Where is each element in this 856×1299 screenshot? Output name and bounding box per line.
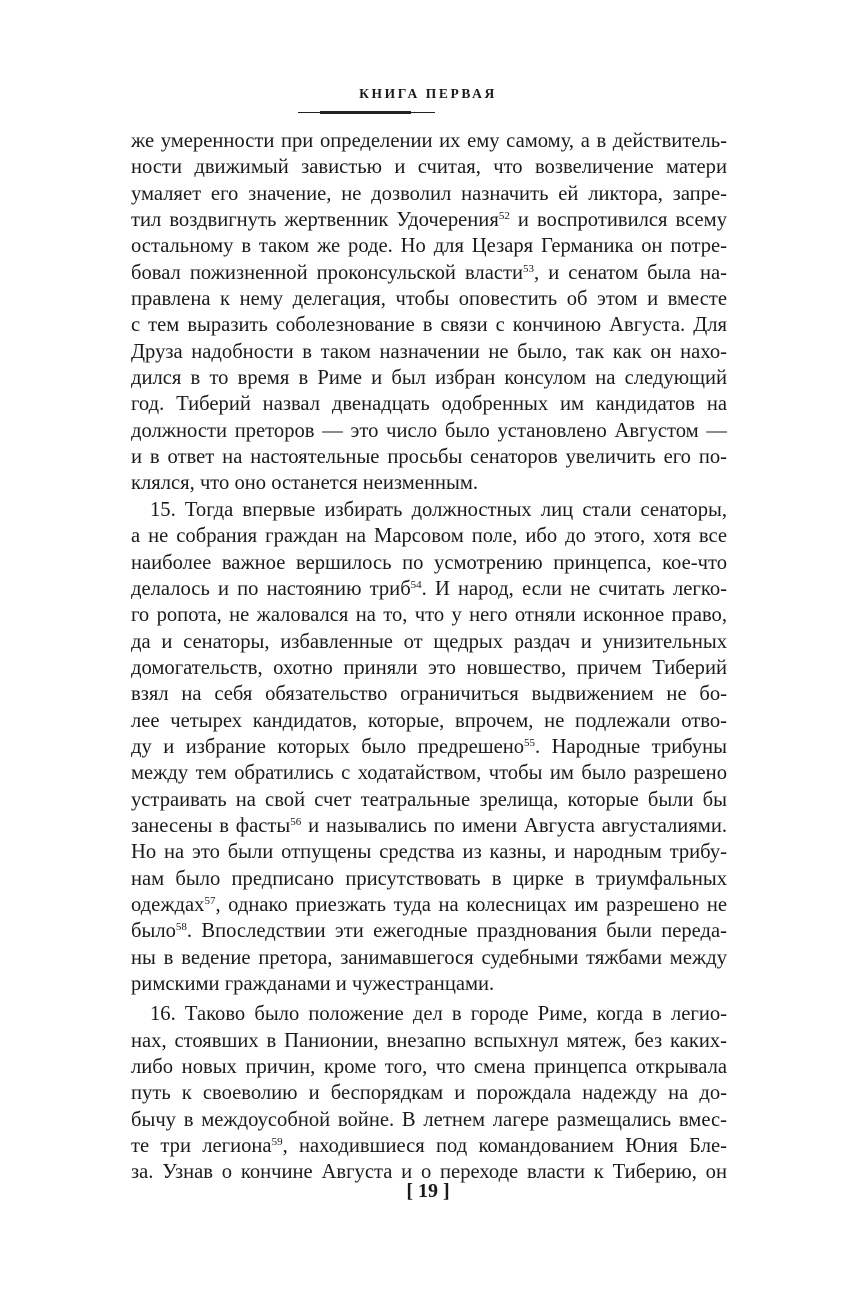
text-line — [131, 892, 727, 918]
line-text: и воспротивился всему — [509, 209, 727, 232]
line-text: римскими гражданами и чужестранцами. — [131, 973, 495, 995]
text-line — [131, 418, 727, 444]
line-text: и назывались по имени Августа августалиями. — [301, 814, 727, 837]
text-line — [131, 1001, 727, 1027]
line-text: было — [131, 920, 176, 943]
line-text: нам было предписано присутствовать в цирке в триумфальных — [131, 867, 727, 890]
line-text: бовал пожизненной проконсульской власти — [131, 261, 523, 284]
footnote-ref[interactable]: 53 — [523, 262, 534, 275]
line-text: умаляет его значение, не дозволил назначить ей ликтора, запре- — [131, 182, 727, 205]
line-text: те три легиона — [131, 1135, 272, 1158]
line-text: за. Узнав о кончине Августа и о переходе власти к Тиберию, он — [131, 1161, 727, 1184]
footnote-ref[interactable]: 55 — [524, 736, 536, 749]
line-text: взял на себя обязательство ограничиться выдвижением не бо- — [131, 683, 727, 706]
text-line — [131, 655, 727, 681]
text-line — [131, 312, 727, 338]
text-line — [131, 1107, 727, 1133]
line-text: путь к своеволию и беспорядкам и порождала надежду на до- — [131, 1082, 727, 1105]
line-text: домогательств, охотно приняли это новшество, причем Тиберий — [131, 656, 727, 679]
text-line — [131, 1054, 727, 1080]
line-text: клялся, что оно останется неизменным. — [131, 472, 479, 495]
line-text: между тем обратились с ходатайством, чтобы им было разрешено — [131, 762, 727, 785]
line-text: . Впоследствии эти ежегодные празднования были переда- — [186, 920, 727, 943]
text-line — [131, 154, 727, 180]
paragraph — [131, 1001, 727, 1185]
line-text: , и сенатом была на- — [534, 261, 727, 284]
text-line — [131, 444, 727, 470]
text-line — [131, 945, 727, 971]
text-line — [131, 681, 727, 707]
text-line — [131, 1080, 727, 1106]
text-line — [131, 734, 727, 760]
text-line — [131, 866, 727, 892]
line-text: да и сенаторы, избавленные от щедрых раздач и унизительных — [131, 630, 727, 653]
text-line — [131, 128, 727, 154]
paragraph — [131, 497, 727, 998]
footnote-ref[interactable]: 56 — [290, 815, 302, 828]
line-text: а не собрания граждан на Марсовом поле, ибо до этого, хотя все — [131, 525, 727, 548]
line-text: ности движимый завистью и считая, что возвеличение матери — [131, 156, 727, 179]
line-text: нах, стоявших в Панионии, внезапно вспыхнул мятеж, без каких- — [131, 1029, 727, 1052]
line-text: тил воздвигнуть жертвенник Удочерения — [131, 209, 499, 232]
line-text: бычу в междоусобной войне. В летнем лагере размещались вмес- — [131, 1108, 727, 1131]
line-text: устраивать на свой счет театральные зрелища, которые были бы — [131, 788, 727, 811]
line-text: ны в ведение претора, занимавшегося судебными тяжбами между — [131, 946, 727, 969]
line-text: год. Тиберий назвал двенадцать одобренных им кандидатов на — [131, 393, 727, 416]
text-line — [131, 629, 727, 655]
text-line — [131, 391, 727, 417]
text-line — [131, 497, 727, 523]
line-text: го ропота, не жаловался на то, что у него отняли исконное право, — [131, 604, 727, 627]
line-text: лее четырех кандидатов, которые, впрочем, не подлежали отво- — [131, 709, 727, 732]
text-line — [131, 233, 727, 259]
text-line — [131, 602, 727, 628]
text-line — [131, 523, 727, 549]
line-text: . Народные трибуны — [535, 735, 727, 758]
running-header: КНИГА ПЕРВАЯ — [359, 86, 497, 101]
text-line — [131, 181, 727, 207]
header-rule-accent — [320, 111, 411, 114]
line-text: 16. Таково было положение дел в городе Риме, когда в легио- — [150, 1003, 727, 1026]
body-text — [131, 128, 727, 1186]
line-text: 15. Тогда впервые избирать должностных лиц стали сенаторы, — [150, 498, 727, 521]
text-line — [131, 839, 727, 865]
line-text: делалось и по настоянию триб — [131, 577, 411, 600]
text-line — [131, 207, 727, 233]
line-text: наиболее важное вершилось по усмотрению принцепса, кое-что — [131, 551, 727, 574]
text-line — [131, 787, 727, 813]
line-text: либо новых причин, кроме того, что смена принцепса открывала — [131, 1056, 727, 1079]
line-text: ду и избрание которых было предрешено — [131, 735, 525, 758]
line-text: Но на это были отпущены средства из казны, и народным трибу- — [131, 841, 727, 864]
text-line — [131, 550, 727, 576]
line-text: правлена к нему делегация, чтобы оповестить об этом и вместе — [131, 288, 727, 311]
line-text: должности преторов — это число было установлено Августом — — [131, 419, 727, 442]
text-line — [131, 365, 727, 391]
line-text: же умеренности при определении их ему самому, а в действитель- — [131, 130, 727, 152]
footnote-ref[interactable]: 52 — [498, 210, 510, 223]
footnote-ref[interactable]: 59 — [271, 1136, 283, 1149]
line-text: Друза надобности в таком назначении не было, так как он нахо- — [131, 340, 727, 363]
text-line — [131, 760, 727, 786]
text-line — [131, 708, 727, 734]
line-text: остальному в таком же роде. Но для Цезаря Германика он потре- — [131, 235, 727, 258]
line-text: . И народ, если не считать легко- — [421, 577, 727, 600]
line-text: и в ответ на настоятельные просьбы сенаторов увеличить его по- — [131, 446, 727, 469]
footnote-ref[interactable]: 54 — [410, 578, 422, 591]
footnote-ref[interactable]: 58 — [175, 921, 187, 934]
footnote-ref[interactable]: 57 — [204, 894, 216, 907]
text-line — [131, 1133, 727, 1159]
line-text: с тем выразить соболезнование в связи с кончиною Августа. Для — [131, 314, 727, 337]
line-text: дился в то время в Риме и был избран консулом на следующий — [131, 367, 727, 390]
text-line — [131, 971, 727, 997]
line-text: , однако приезжать туда на колесницах им разрешено не — [215, 893, 727, 916]
text-line — [131, 470, 727, 496]
text-line — [131, 813, 727, 839]
text-line — [131, 1028, 727, 1054]
page-number: [ 19 ] — [406, 1180, 450, 1202]
text-line — [131, 339, 727, 365]
paragraph — [131, 128, 727, 497]
text-line — [131, 260, 727, 286]
line-text: одеждах — [131, 893, 205, 916]
text-line — [131, 918, 727, 944]
text-line — [131, 286, 727, 312]
text-line — [131, 576, 727, 602]
line-text: , находившиеся под командованием Юния Бле- — [282, 1135, 727, 1158]
line-text: занесены в фасты — [131, 814, 291, 837]
